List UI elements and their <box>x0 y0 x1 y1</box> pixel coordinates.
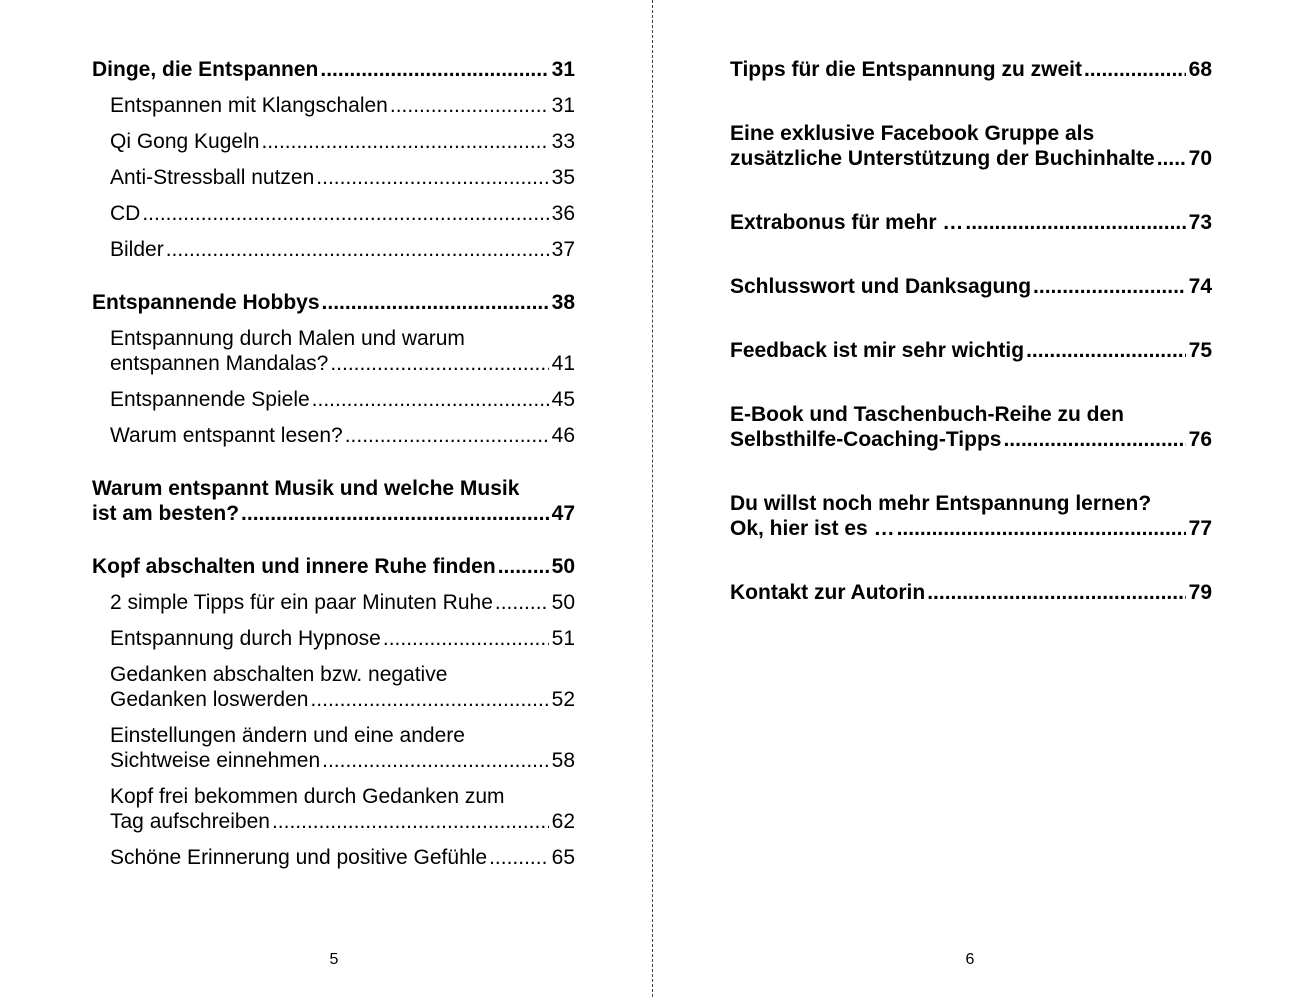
toc-entry-sub <box>110 237 575 262</box>
toc-entry-page-number: 31 <box>551 94 575 117</box>
toc-entry-row <box>92 554 575 579</box>
toc-entry-main <box>730 402 1212 452</box>
toc-entry-row <box>92 290 575 315</box>
toc-entry-main <box>92 554 575 579</box>
dot-leader <box>965 210 1185 235</box>
toc-entry-title: entspannen Mandalas? <box>110 352 329 375</box>
toc-entry-page-number: 37 <box>551 238 575 261</box>
toc-entry-sub <box>110 590 575 615</box>
toc-entry-main <box>730 491 1212 541</box>
toc-entry-page-number: 41 <box>551 352 575 375</box>
toc-entry-row <box>110 626 575 651</box>
toc-entry-title-line: Du willst noch mehr Entspannung lernen? <box>730 492 1152 515</box>
toc-entry-sub <box>110 129 575 154</box>
dot-leader <box>272 809 549 834</box>
toc-entry-sub <box>110 845 575 870</box>
toc-entry-row <box>110 165 575 190</box>
toc-entry-title: zusätzliche Unterstützung der Buchinhalte <box>730 147 1155 170</box>
toc-entry-page-number: 76 <box>1188 428 1212 451</box>
dot-leader <box>897 516 1186 541</box>
dot-leader <box>142 201 548 226</box>
toc-entry-sub <box>110 165 575 190</box>
toc-entry-row <box>730 427 1212 452</box>
toc-entry-page-number: 75 <box>1188 339 1212 362</box>
toc-entry-main <box>92 57 575 82</box>
toc-entry-main <box>730 57 1212 82</box>
toc-entry-title: Selbsthilfe-Coaching-Tipps <box>730 428 1002 451</box>
toc-entry-page-number: 70 <box>1188 147 1212 170</box>
toc-entry-page-number: 68 <box>1188 58 1212 81</box>
toc-entry-title: Entspannen mit Klangschalen <box>110 94 388 117</box>
toc-entry-page-number: 36 <box>551 202 575 225</box>
toc-entry-page-number: 58 <box>551 749 575 772</box>
toc-entry-row <box>110 129 575 154</box>
toc-entry-title: Tag aufschreiben <box>110 810 270 833</box>
toc-entry-page-number: 31 <box>551 58 575 81</box>
toc-entry-row <box>730 580 1212 605</box>
toc-entry-row <box>110 201 575 226</box>
toc-entry-main <box>730 210 1212 235</box>
toc-entry-row <box>730 516 1212 541</box>
toc-entry-title: Qi Gong Kugeln <box>110 130 260 153</box>
toc-entry-title: Sichtweise einnehmen <box>110 749 321 772</box>
toc-entry-title: Gedanken loswerden <box>110 688 309 711</box>
dot-leader <box>322 748 549 773</box>
dot-leader <box>322 290 549 315</box>
toc-entry-sub <box>110 784 575 834</box>
table-of-contents-left <box>92 57 575 881</box>
toc-entry-row <box>730 57 1212 82</box>
toc-entry-sub <box>110 93 575 118</box>
toc-entry-main <box>730 338 1212 363</box>
dot-leader <box>166 237 549 262</box>
toc-entry-title: ist am besten? <box>92 502 240 525</box>
toc-entry-sub <box>110 326 575 376</box>
dot-leader <box>927 580 1185 605</box>
toc-entry-page-number: 79 <box>1188 581 1212 604</box>
toc-entry-title: Dinge, die Entspannen <box>92 58 319 81</box>
toc-entry-title: Entspannung durch Hypnose <box>110 627 381 650</box>
toc-entry-row <box>730 146 1212 171</box>
toc-entry-title-line: Gedanken abschalten bzw. negative <box>110 663 448 686</box>
dot-leader <box>1033 274 1186 299</box>
toc-entry-page-number: 38 <box>551 291 575 314</box>
toc-entry-title: Anti-Stressball nutzen <box>110 166 315 189</box>
dot-leader <box>345 423 549 448</box>
toc-entry-row <box>92 57 575 82</box>
toc-entry-title: Entspannende Spiele <box>110 388 310 411</box>
page-number-left: 5 <box>329 951 339 968</box>
toc-entry-row <box>110 93 575 118</box>
toc-entry-main <box>730 121 1212 171</box>
toc-entry-page-number: 77 <box>1188 517 1212 540</box>
toc-entry-page-number: 65 <box>551 846 575 869</box>
toc-entry-row <box>110 423 575 448</box>
toc-entry-title: Schöne Erinnerung und positive Gefühle <box>110 846 488 869</box>
toc-entry-title: CD <box>110 202 141 225</box>
toc-entry-row <box>110 590 575 615</box>
dot-leader <box>498 554 549 579</box>
toc-entry-title: Entspannende Hobbys <box>92 291 320 314</box>
dot-leader <box>495 590 549 615</box>
toc-entry-page-number: 47 <box>551 502 575 525</box>
dot-leader <box>316 165 548 190</box>
table-of-contents-right <box>730 57 1212 644</box>
toc-entry-row <box>730 210 1212 235</box>
toc-entry-row <box>110 387 575 412</box>
dot-leader <box>330 351 548 376</box>
dot-leader <box>1157 146 1186 171</box>
toc-entry-title: Schlusswort und Danksagung <box>730 275 1032 298</box>
toc-entry-title-line: Kopf frei bekommen durch Gedanken zum <box>110 785 505 808</box>
toc-entry-sub <box>110 201 575 226</box>
toc-entry-title: Bilder <box>110 238 164 261</box>
dot-leader <box>1026 338 1186 363</box>
toc-entry-row <box>92 501 575 526</box>
toc-entry-sub <box>110 626 575 651</box>
toc-entry-page-number: 45 <box>551 388 575 411</box>
toc-entry-row <box>110 809 575 834</box>
toc-entry-row <box>730 274 1212 299</box>
toc-entry-page-number: 50 <box>551 591 575 614</box>
toc-entry-title: Ok, hier ist es … <box>730 517 895 540</box>
dot-leader <box>1084 57 1186 82</box>
toc-entry-title: 2 simple Tipps für ein paar Minuten Ruhe <box>110 591 493 614</box>
toc-entry-title: Tipps für die Entspannung zu zweit <box>730 58 1082 81</box>
toc-entry-main <box>92 290 575 315</box>
toc-entry-title: Extrabonus für mehr … <box>730 211 964 234</box>
toc-entry-title: Feedback ist mir sehr wichtig <box>730 339 1025 362</box>
dot-leader <box>1003 427 1185 452</box>
toc-entry-row <box>110 748 575 773</box>
toc-entry-sub <box>110 387 575 412</box>
toc-entry-title-line: Entspannung durch Malen und warum <box>110 327 465 350</box>
toc-entry-title: Kopf abschalten und innere Ruhe finden <box>92 555 496 578</box>
dot-leader <box>261 129 548 154</box>
toc-entry-row <box>110 687 575 712</box>
toc-entry-page-number: 35 <box>551 166 575 189</box>
toc-entry-sub <box>110 423 575 448</box>
toc-entry-sub <box>110 723 575 773</box>
toc-entry-page-number: 51 <box>551 627 575 650</box>
toc-entry-page-number: 73 <box>1188 211 1212 234</box>
toc-entry-page-number: 46 <box>551 424 575 447</box>
dot-leader <box>310 687 548 712</box>
toc-entry-title: Kontakt zur Autorin <box>730 581 926 604</box>
right-page <box>653 0 1303 997</box>
toc-entry-title: Warum entspannt lesen? <box>110 424 343 447</box>
toc-entry-title-line: Warum entspannt Musik und welche Musik <box>92 477 520 500</box>
toc-entry-row <box>730 338 1212 363</box>
dot-leader <box>390 93 549 118</box>
toc-entry-page-number: 33 <box>551 130 575 153</box>
dot-leader <box>312 387 549 412</box>
dot-leader <box>383 626 549 651</box>
toc-entry-page-number: 50 <box>551 555 575 578</box>
toc-entry-title-line: E-Book und Taschenbuch-Reihe zu den <box>730 403 1124 426</box>
toc-entry-page-number: 52 <box>551 688 575 711</box>
toc-entry-row <box>110 351 575 376</box>
toc-entry-title-line: Eine exklusive Facebook Gruppe als <box>730 122 1095 145</box>
toc-entry-title-line: Einstellungen ändern und eine andere <box>110 724 465 747</box>
dot-leader <box>489 845 549 870</box>
toc-entry-main <box>730 580 1212 605</box>
toc-entry-sub <box>110 662 575 712</box>
page-number-right: 6 <box>965 951 975 968</box>
toc-entry-row <box>110 237 575 262</box>
toc-entry-page-number: 62 <box>551 810 575 833</box>
dot-leader <box>320 57 548 82</box>
dot-leader <box>241 501 549 526</box>
toc-entry-main <box>730 274 1212 299</box>
toc-entry-page-number: 74 <box>1188 275 1212 298</box>
toc-entry-main <box>92 476 575 526</box>
toc-entry-row <box>110 845 575 870</box>
